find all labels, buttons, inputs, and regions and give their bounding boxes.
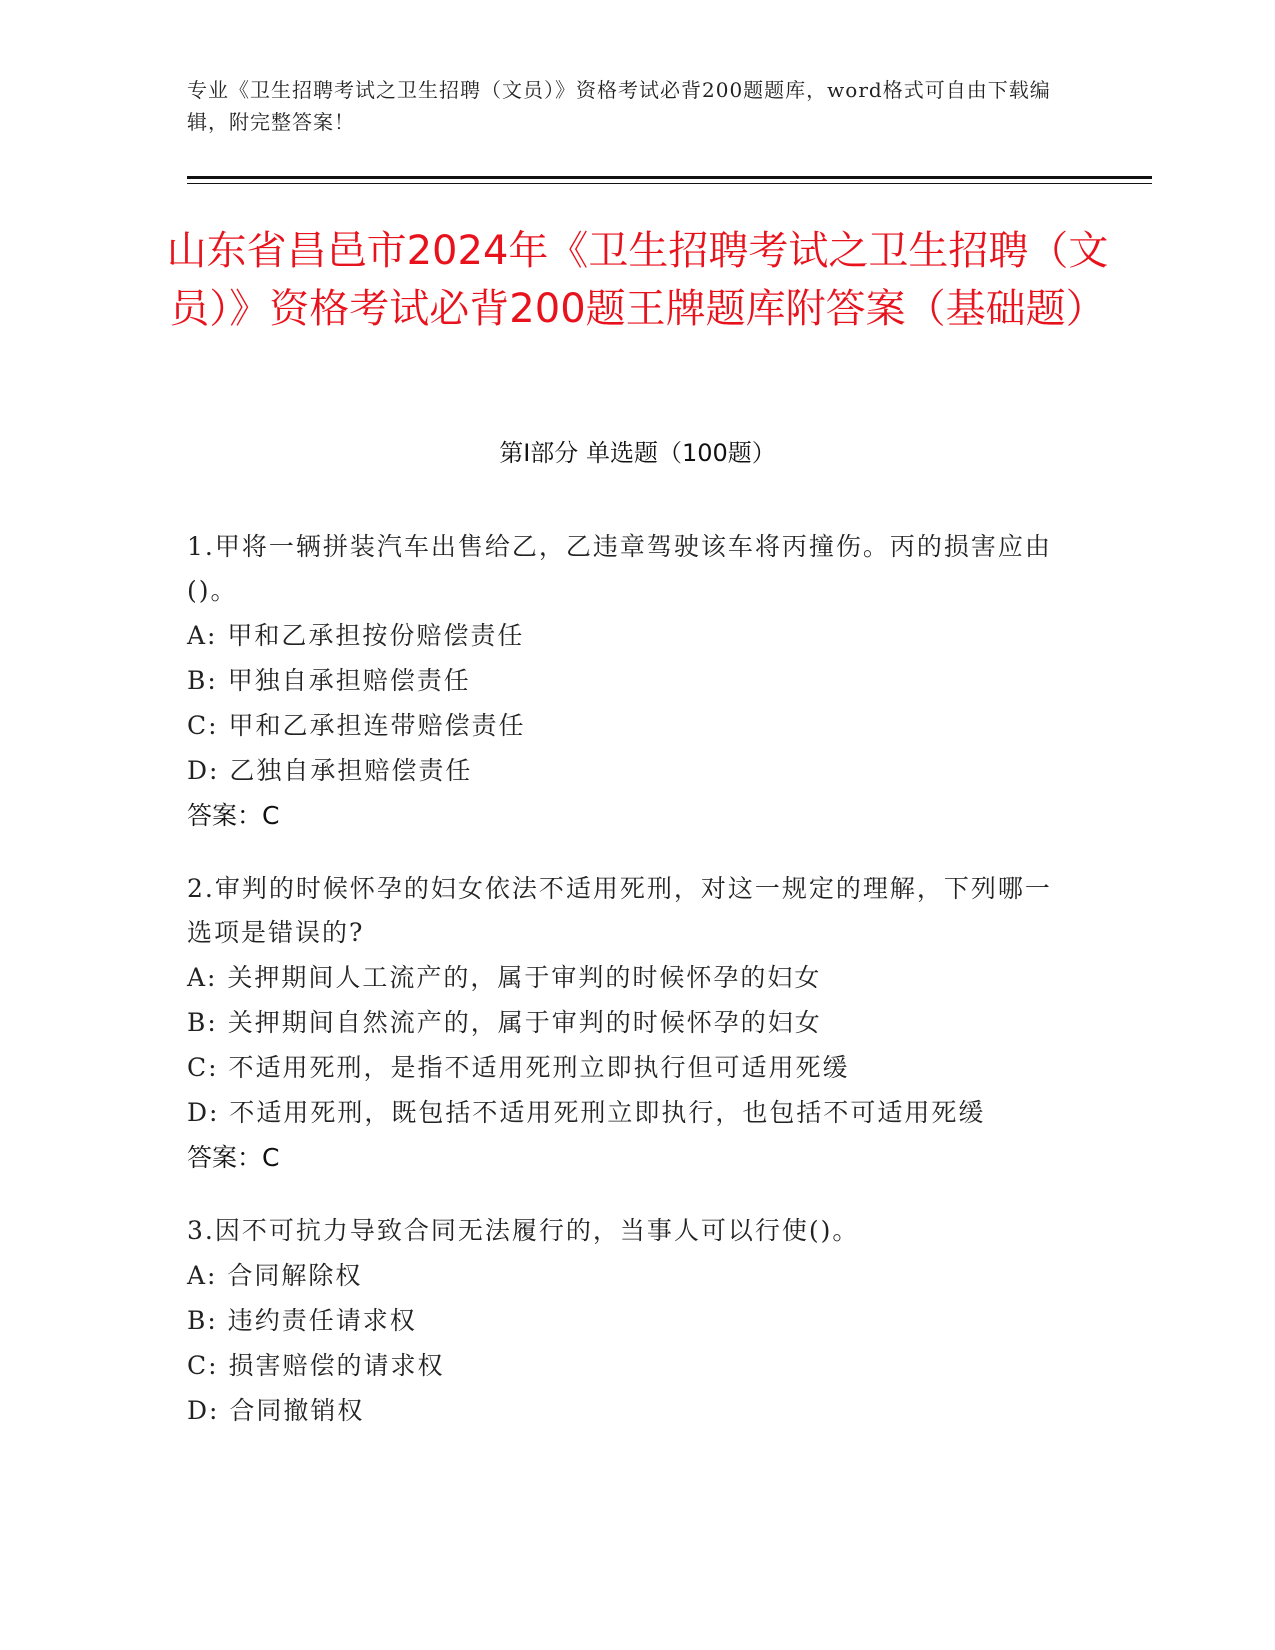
question-text: 3.因不可抗力导致合同无法履行的，当事人可以行使()。 bbox=[187, 1216, 860, 1245]
option-c: C: 损害赔偿的请求权 bbox=[187, 1351, 445, 1380]
option-d: D: 合同撤销权 bbox=[187, 1396, 365, 1425]
option-a: A: 甲和乙承担按份赔偿责任 bbox=[187, 621, 525, 650]
question-3 bbox=[187, 1209, 1067, 1433]
question-text: 2.审判的时候怀孕的妇女依法不适用死刑，对这一规定的理解，下列哪一选项是错误的? bbox=[187, 874, 1052, 947]
question-text: 1.甲将一辆拼装汽车出售给乙，乙违章驾驶该车将丙撞伤。丙的损害应由()。 bbox=[187, 532, 1052, 605]
option-c: C: 甲和乙承担连带赔偿责任 bbox=[187, 711, 526, 740]
header-divider-thin bbox=[187, 183, 1152, 184]
option-c: C: 不适用死刑，是指不适用死刑立即执行但可适用死缓 bbox=[187, 1053, 850, 1082]
header-note: 专业《卫生招聘考试之卫生招聘（文员）》资格考试必背200题题库，word格式可自由下载编辑，附完整答案！ bbox=[187, 78, 1051, 134]
document-title: 山东省昌邑市2024年《卫生招聘考试之卫生招聘（文员）》资格考试必背200题王牌题库附答案（基础题） bbox=[166, 228, 1109, 332]
section-heading: 第I部分 单选题（100题） bbox=[499, 439, 776, 467]
answer: 答案：C bbox=[187, 1143, 280, 1172]
option-b: B: 违约责任请求权 bbox=[187, 1306, 417, 1335]
option-d: D: 不适用死刑，既包括不适用死刑立即执行，也包括不可适用死缓 bbox=[187, 1098, 986, 1127]
option-b: B: 关押期间自然流产的，属于审判的时候怀孕的妇女 bbox=[187, 1008, 822, 1037]
question-list bbox=[187, 525, 1067, 1461]
question-2 bbox=[187, 867, 1067, 1181]
question-1 bbox=[187, 525, 1067, 839]
header-divider-thick bbox=[187, 176, 1152, 179]
option-a: A: 关押期间人工流产的，属于审判的时候怀孕的妇女 bbox=[187, 963, 822, 992]
option-d: D: 乙独自承担赔偿责任 bbox=[187, 756, 473, 785]
option-a: A: 合同解除权 bbox=[187, 1261, 363, 1290]
option-b: B: 甲独自承担赔偿责任 bbox=[187, 666, 471, 695]
answer: 答案：C bbox=[187, 801, 280, 830]
